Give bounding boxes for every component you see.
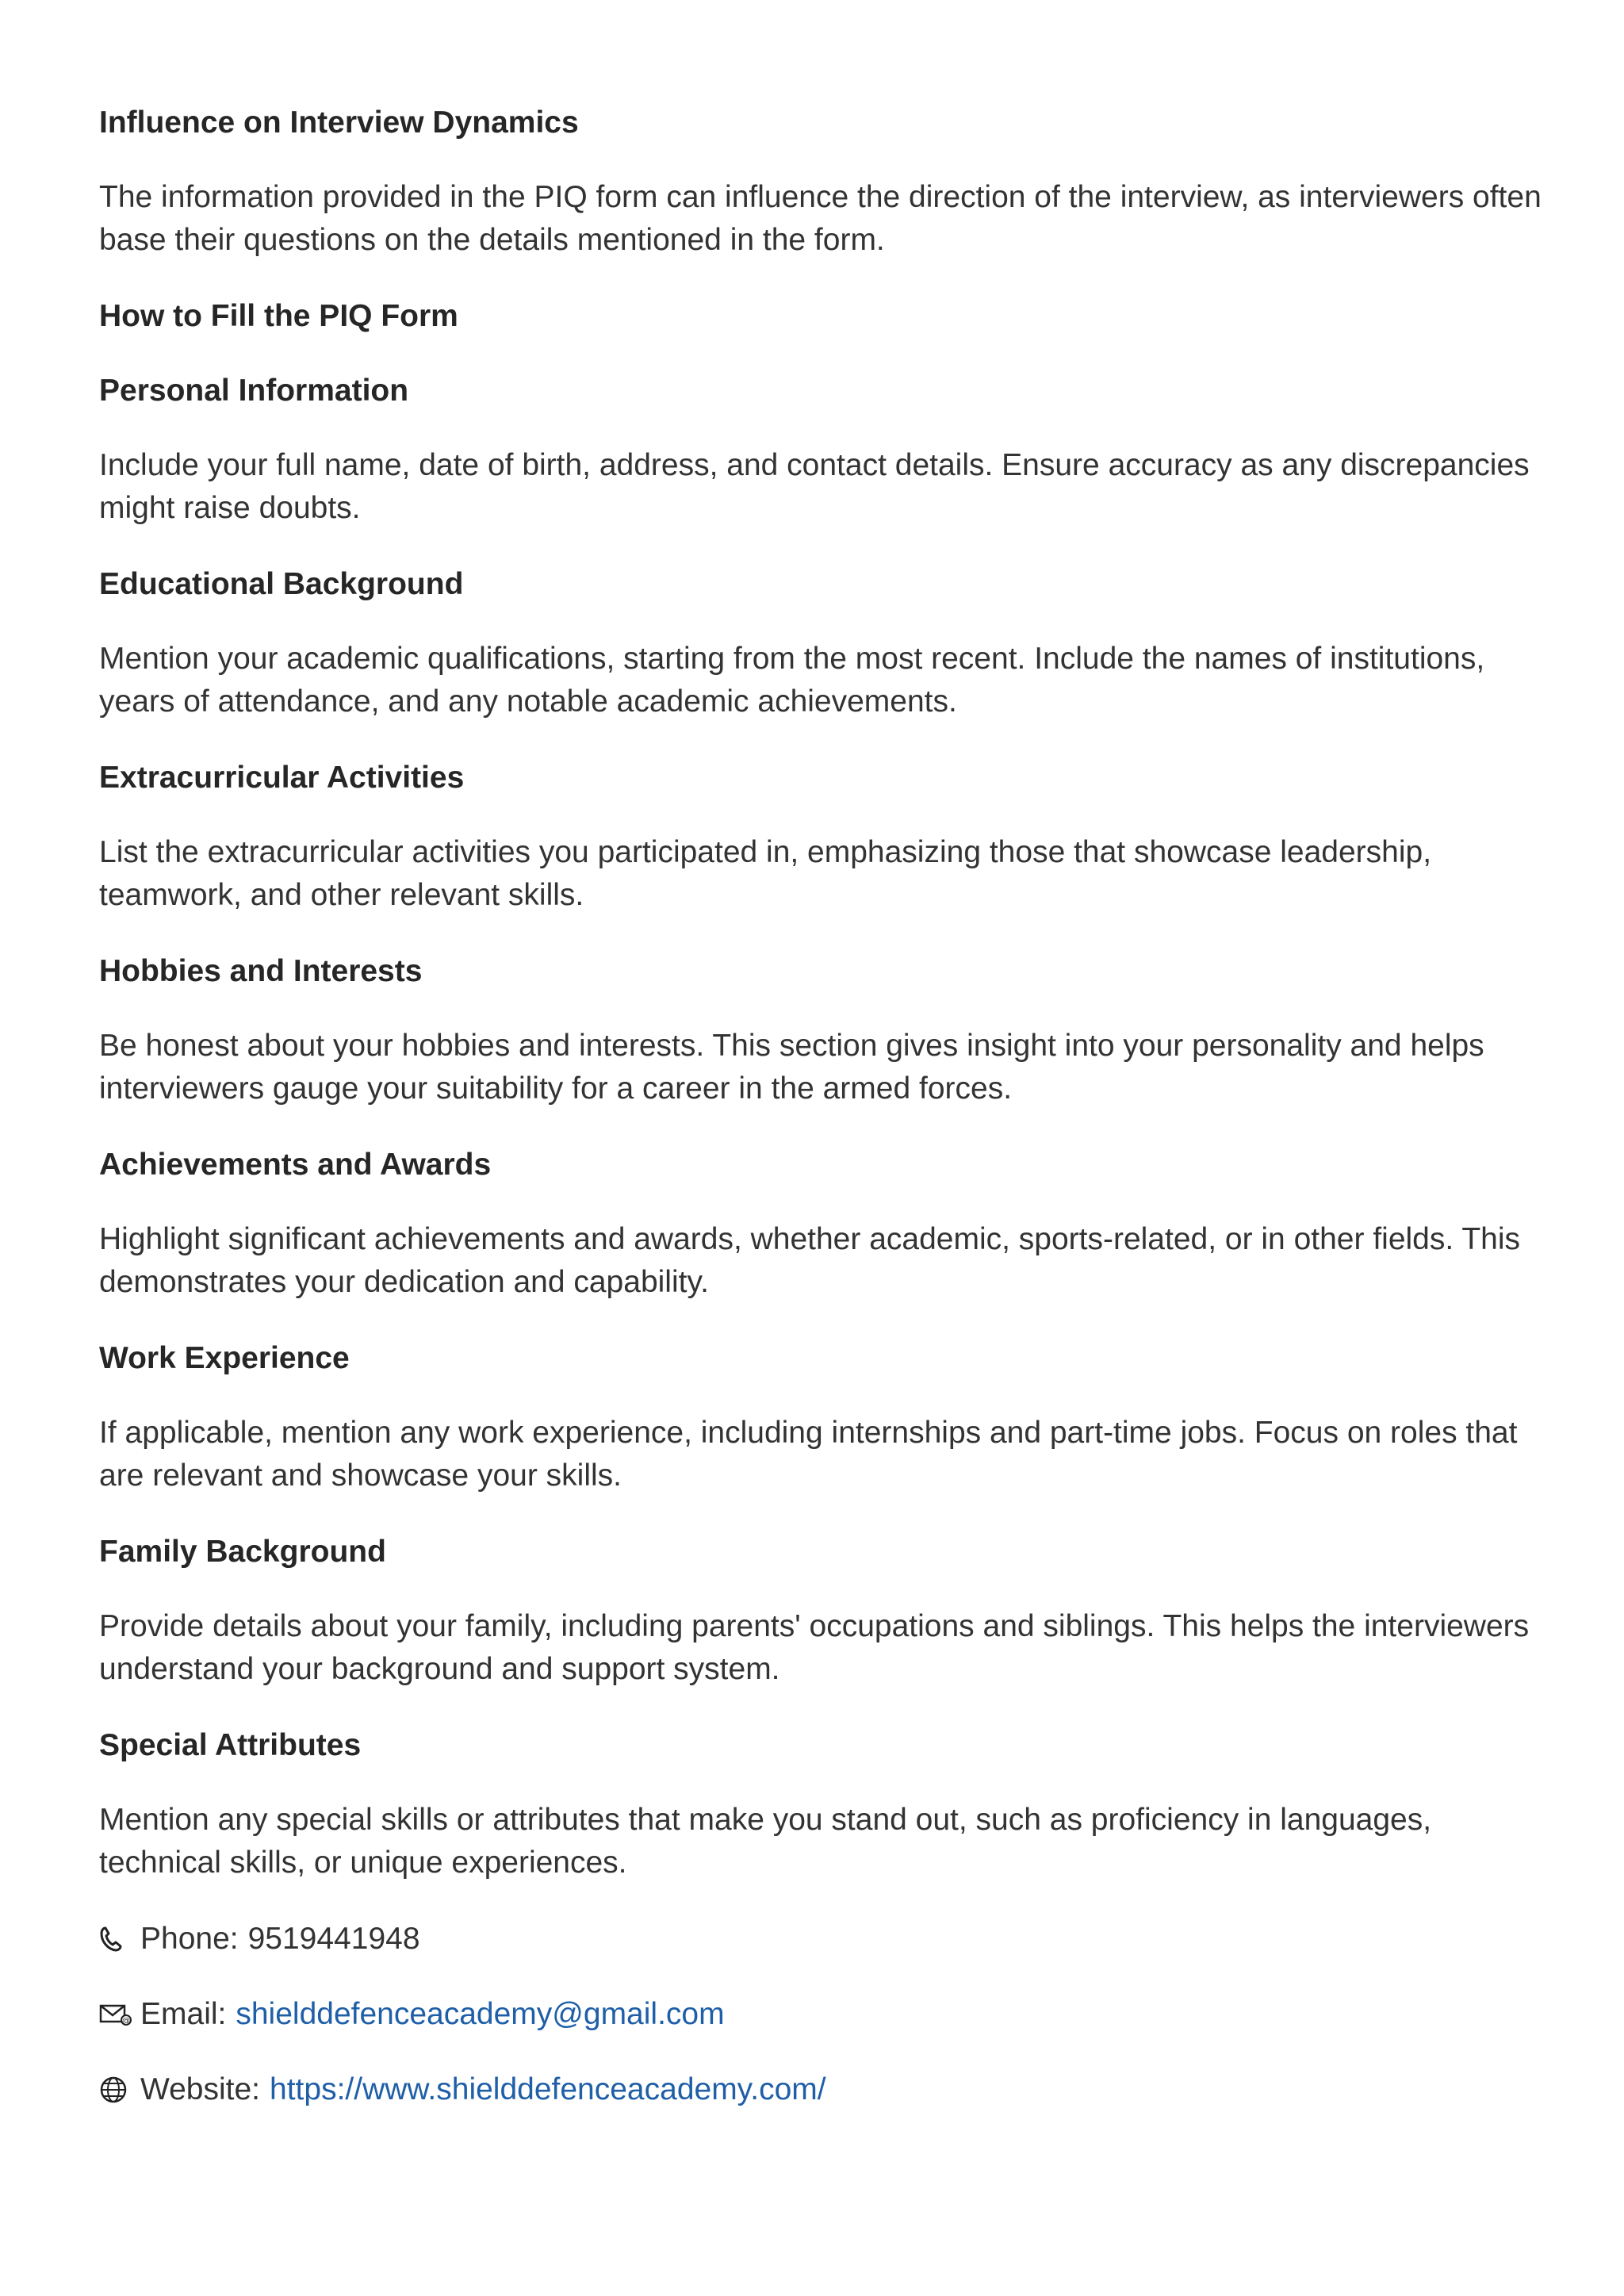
section-achievements-awards (99, 1144, 1542, 1304)
email-label: Email: (140, 1997, 227, 2031)
section-paragraph: Mention your academic qualifications, starting from the most recent. Include the names of institutions, years of attendance, and any notable academic achievements. (99, 642, 1485, 719)
globe-icon (99, 2072, 134, 2107)
email-link[interactable]: shielddefenceacademy@gmail.com (236, 1997, 725, 2031)
section-heading: Special Attributes (99, 1728, 362, 1762)
section-extracurricular-activities (99, 757, 1542, 917)
phone-icon (99, 1922, 134, 1957)
contact-website (99, 2068, 1542, 2111)
contact-email (99, 1993, 1542, 2036)
website-label: Website: (140, 2072, 261, 2106)
section-paragraph: Highlight significant achievements and awards, whether academic, sports-related, or in other fields. This demonstrates your dedication and capability. (99, 1222, 1521, 1299)
email-icon (99, 1997, 134, 2032)
phone-label: Phone: (140, 1922, 239, 1956)
section-heading: How to Fill the PIQ Form (99, 299, 458, 333)
document-page (99, 102, 1542, 2144)
section-heading: Hobbies and Interests (99, 954, 423, 988)
section-paragraph: Mention any special skills or attributes that make you stand out, such as proficiency in languages, technical skills, or unique experiences. (99, 1803, 1432, 1880)
section-interview-dynamics (99, 102, 1542, 262)
section-personal-information (99, 370, 1542, 530)
section-heading: Influence on Interview Dynamics (99, 105, 579, 140)
section-heading: Educational Background (99, 567, 464, 601)
section-heading: Extracurricular Activities (99, 761, 465, 795)
section-paragraph: List the extracurricular activities you participated in, emphasizing those that showcase leadership, teamwork, and other relevant skills. (99, 835, 1432, 912)
section-work-experience (99, 1337, 1542, 1497)
section-hobbies-interests (99, 950, 1542, 1110)
section-how-to-fill (99, 295, 1542, 338)
section-paragraph: Be honest about your hobbies and interests. This section gives insight into your personality and helps interviewers gauge your suitability for a career in the armed forces. (99, 1029, 1484, 1106)
section-paragraph: Include your full name, date of birth, address, and contact details. Ensure accuracy as any discrepancies might raise doubts. (99, 448, 1530, 525)
section-family-background (99, 1531, 1542, 1691)
section-special-attributes (99, 1724, 1542, 1884)
contact-phone (99, 1918, 1542, 1961)
section-heading: Work Experience (99, 1341, 350, 1375)
section-educational-background (99, 563, 1542, 723)
section-paragraph: Provide details about your family, including parents' occupations and siblings. This helps the interviewers understand your background and support system. (99, 1609, 1530, 1686)
svg-text:@: @ (122, 2017, 130, 2026)
website-link[interactable]: https://www.shielddefenceacademy.com/ (270, 2072, 826, 2106)
phone-number: 9519441948 (247, 1922, 420, 1956)
section-paragraph: The information provided in the PIQ form can influence the direction of the interview, as interviewers often base their questions on the details mentioned in the form. (99, 180, 1542, 257)
section-heading: Family Background (99, 1535, 386, 1569)
section-heading: Achievements and Awards (99, 1148, 492, 1182)
section-heading: Personal Information (99, 374, 409, 408)
section-paragraph: If applicable, mention any work experience, including internships and part-time jobs. Focus on roles that are relevant and showcase your skills. (99, 1416, 1518, 1493)
